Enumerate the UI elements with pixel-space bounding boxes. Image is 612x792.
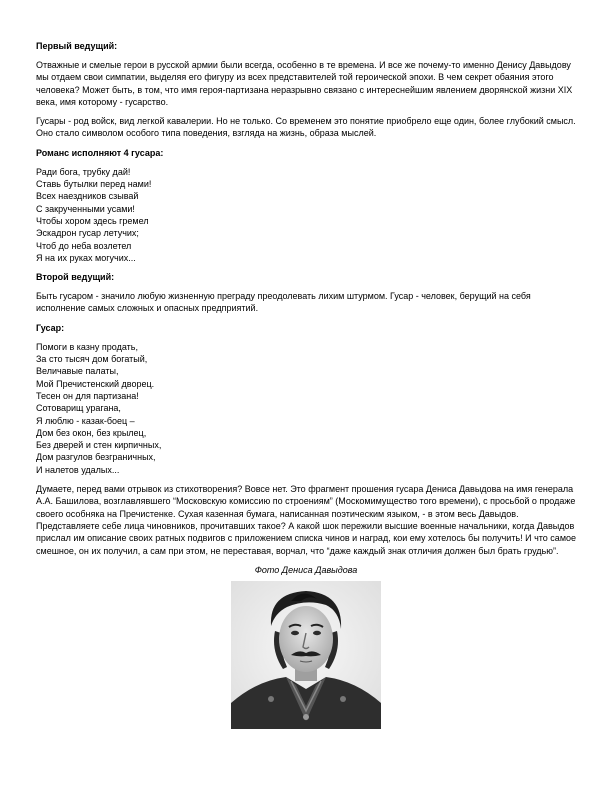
verse-line: И налетов удалых... <box>36 464 120 475</box>
verse-line: Я на их руках могучих... <box>36 252 136 263</box>
hussar-definition-paragraph: Быть гусаром - значило любую жизненную преграду преодолевать лихим штурмом. Гусар - человек, берущий на себя исполнение самых сложных и опасных предприятий. <box>36 291 531 314</box>
speaker-heading-romance: Романс исполняют 4 гусара: <box>36 147 164 158</box>
verse-line: Всех наездников сзывай <box>36 191 139 202</box>
hussars-paragraph: Гусары - род войск, вид легкой кавалерии. Но не только. Со временем это понятие приобрело еще один, более глубокий смысл. Оно стало символом особого типа поведения, взгляда на жизнь, образа мыслей. <box>36 116 576 139</box>
verse-line: Мой Пречистенский дворец. <box>36 378 155 389</box>
verse-line: За сто тысяч дом богатый, <box>36 354 148 365</box>
verse-line: Ради бога, трубку дай! <box>36 166 131 177</box>
romance-verse <box>36 166 576 264</box>
verse-line: Я люблю - казак-боец – <box>36 415 135 426</box>
verse-line: Помоги в казну продать, <box>36 341 138 352</box>
verse-line: Чтоб до неба возлетел <box>36 240 132 251</box>
verse-line: Дом разгулов безграничных, <box>36 452 156 463</box>
speaker-heading-hussar: Гусар: <box>36 322 65 333</box>
petition-verse <box>36 341 576 476</box>
portrait-container <box>36 581 576 729</box>
verse-line: Величавые палаты, <box>36 366 119 377</box>
verse-line: Сотоварищ урагана, <box>36 403 121 414</box>
portrait-image <box>231 581 381 729</box>
speaker-heading-first-host: Первый ведущий: <box>36 41 118 51</box>
petition-commentary-paragraph: Думаете, перед вами отрывок из стихотворения? Вовсе нет. Это фрагмент прошения гусара Дениса Давыдова на имя генерала А.А. Башилова, возглавлявшего “Московскую комиссию по строениям” (Москомимущество того времени), с просьбой о продаже своего особняка на Пречистенке. Сухая казенная бумага, написанная поэтическим языком, - в этом весь Давыдов. Представляете себе лица чиновников, прочитавших такое? А какой шок пережили высшие военные начальники, когда Давыдов прислал им описание своих ратных подвигов с приложением списка чинов и наград, кои ему хотелось бы получить! И что самое смешное, он их получил, а сам при этом, не переставая, ворчал, что “даже каждый знак отличия должен был брать грудью”. <box>36 484 577 556</box>
verse-line: Эскадрон гусар летучих; <box>36 228 139 239</box>
speaker-heading-second-host: Второй ведущий: <box>36 272 115 283</box>
verse-line: Тесен он для партизана! <box>36 390 139 401</box>
verse-line: С закрученными усами! <box>36 203 135 214</box>
verse-line: Ставь бутылки перед нами! <box>36 179 152 190</box>
photo-caption: Фото Дениса Давыдова <box>254 564 358 575</box>
verse-line: Без дверей и стен кирпичных, <box>36 440 162 451</box>
verse-line: Дом без окон, без крылец, <box>36 427 147 438</box>
verse-line: Чтобы хором здесь гремел <box>36 215 149 226</box>
document-page <box>36 40 576 729</box>
intro-paragraph: Отважные и смелые герои в русской армии были всегда, особенно в те времена. И все же почему-то именно Денису Давыдову мы отдаем свои симпатии, выделяя его фигуру из всех представителей той героической эпохи. В чем секрет обаяния этого человека? Может быть, в том, что имя героя-партизана неразрывно связано с интереснейшим явлением дворянской жизни XIX века, имя которому - гусарство. <box>36 60 573 107</box>
portrait-engraving-icon <box>231 581 381 729</box>
